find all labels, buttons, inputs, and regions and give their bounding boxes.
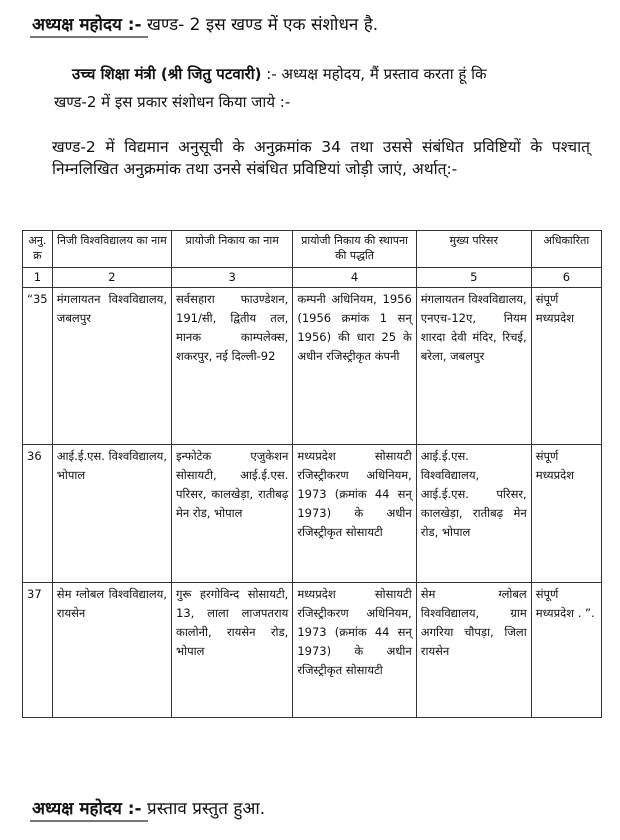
serial-cell: 36 bbox=[23, 445, 53, 583]
column-number: 5 bbox=[416, 268, 531, 288]
campus-cell: आई.ई.एस. विश्वविद्यालय, आई.ई.एस. परिसर, कालखेड़ा, रातीबढ़ मेन रोड, भोपाल bbox=[416, 445, 531, 583]
method-cell: मध्यप्रदेश सोसायटी रजिस्ट्रीकरण अधिनियम, 1973 (क्रमांक 44 सन् 1973) के अधीन रजिस्ट्रीकृत सोसायटी bbox=[293, 583, 416, 718]
method-cell: मध्यप्रदेश सोसायटी रजिस्ट्रीकरण अधिनियम, 1973 (क्रमांक 44 सन् 1973) के अधीन रजिस्ट्रीकृत सोसायटी bbox=[293, 445, 416, 583]
header-cell: प्रायोजी निकाय की स्थापना की पद्धति bbox=[293, 231, 416, 268]
table-row bbox=[23, 288, 602, 445]
method-cell: कम्पनी अधिनियम, 1956 (1956 क्रमांक 1 सन् 1956) की धारा 25 के अधीन रजिस्ट्रीकृत कंपनी bbox=[293, 288, 416, 445]
campus-cell: सेम ग्लोबल विश्वविद्यालय, ग्राम अगरिया चौपड़ा, जिला रायसेन bbox=[416, 583, 531, 718]
minister-text: :- अध्यक्ष महोदय, मैं प्रस्ताव करता हूं कि bbox=[261, 65, 487, 83]
table-row bbox=[23, 583, 602, 718]
speaker-label: अध्यक्ष महोदय :- bbox=[32, 799, 142, 819]
jurisdiction-cell: संपूर्ण मध्यप्रदेश bbox=[531, 445, 601, 583]
sponsor-cell: गुरू हरगोविन्द सोसायटी, 13, लाला लाजपतराय कालोनी, रायसेन रोड, भोपाल bbox=[172, 583, 293, 718]
jurisdiction-cell: संपूर्ण मध्यप्रदेश . ”. bbox=[531, 583, 601, 718]
header-cell: मुख्य परिसर bbox=[416, 231, 531, 268]
header-cell: अनु. क्र bbox=[23, 231, 53, 268]
campus-cell: मंगलायतन विश्वविद्यालय, एनएच-12ए, नियम शारदा देवी मंदिर, रिचई, बरेला, जबलपुर bbox=[416, 288, 531, 445]
table-header-row bbox=[23, 231, 602, 268]
speaker-line-bottom bbox=[32, 796, 265, 819]
column-number: 2 bbox=[52, 268, 171, 288]
university-cell: आई.ई.एस. विश्वविद्यालय, भोपाल bbox=[52, 445, 171, 583]
speaker-text: खण्ड- 2 इस खण्ड में एक संशोधन है. bbox=[147, 15, 379, 35]
schedule-table bbox=[22, 230, 602, 718]
column-number: 3 bbox=[172, 268, 293, 288]
serial-cell: “35 bbox=[23, 288, 53, 445]
table-row bbox=[23, 445, 602, 583]
serial-cell: 37 bbox=[23, 583, 53, 718]
column-number: 6 bbox=[531, 268, 601, 288]
speaker-line-top bbox=[32, 12, 378, 35]
speaker-underline bbox=[30, 36, 148, 38]
column-number: 4 bbox=[293, 268, 416, 288]
header-cell: अधिकारिता bbox=[531, 231, 601, 268]
minister-name: उच्च शिक्षा मंत्री (श्री जितु पटवारी) bbox=[72, 65, 262, 83]
jurisdiction-cell: संपूर्ण मध्यप्रदेश bbox=[531, 288, 601, 445]
university-cell: सेम ग्लोबल विश्वविद्यालय, रायसेन bbox=[52, 583, 171, 718]
speaker-underline bbox=[30, 820, 148, 822]
minister-line-2: खण्ड-2 में इस प्रकार संशोधन किया जाये :- bbox=[54, 93, 291, 111]
column-number: 1 bbox=[23, 268, 53, 288]
sponsor-cell: इन्फोटेक एजुकेशन सोसायटी, आई.ई.एस. परिसर, कालखेड़ा, रातीबढ़ मेन रोड, भोपाल bbox=[172, 445, 293, 583]
amendment-paragraph: खण्ड-2 में विद्यमान अनुसूची के अनुक्रमांक 34 तथा उससे संबंधित प्रविष्टियों के पश्चात् निम्नलिखित अनुक्रमांक तथा उनसे संबंधित प्रविष्टियां जोड़ी जाएं, अर्थात्:- bbox=[52, 138, 590, 178]
sponsor-cell: सर्वसहारा फाउण्डेशन, 191/सी, द्वितीय तल, मानक काम्पलेक्स, शकरपुर, नई दिल्ली-92 bbox=[172, 288, 293, 445]
minister-line bbox=[72, 64, 486, 84]
speaker-label: अध्यक्ष महोदय :- bbox=[32, 15, 142, 35]
header-cell: प्रायोजी निकाय का नाम bbox=[172, 231, 293, 268]
speaker-text: प्रस्ताव प्रस्तुत हुआ. bbox=[147, 799, 266, 819]
header-cell: निजी विश्वविद्यालय का नाम bbox=[52, 231, 171, 268]
table-number-row bbox=[23, 268, 602, 288]
university-cell: मंगलायतन विश्वविद्यालय, जबलपुर bbox=[52, 288, 171, 445]
